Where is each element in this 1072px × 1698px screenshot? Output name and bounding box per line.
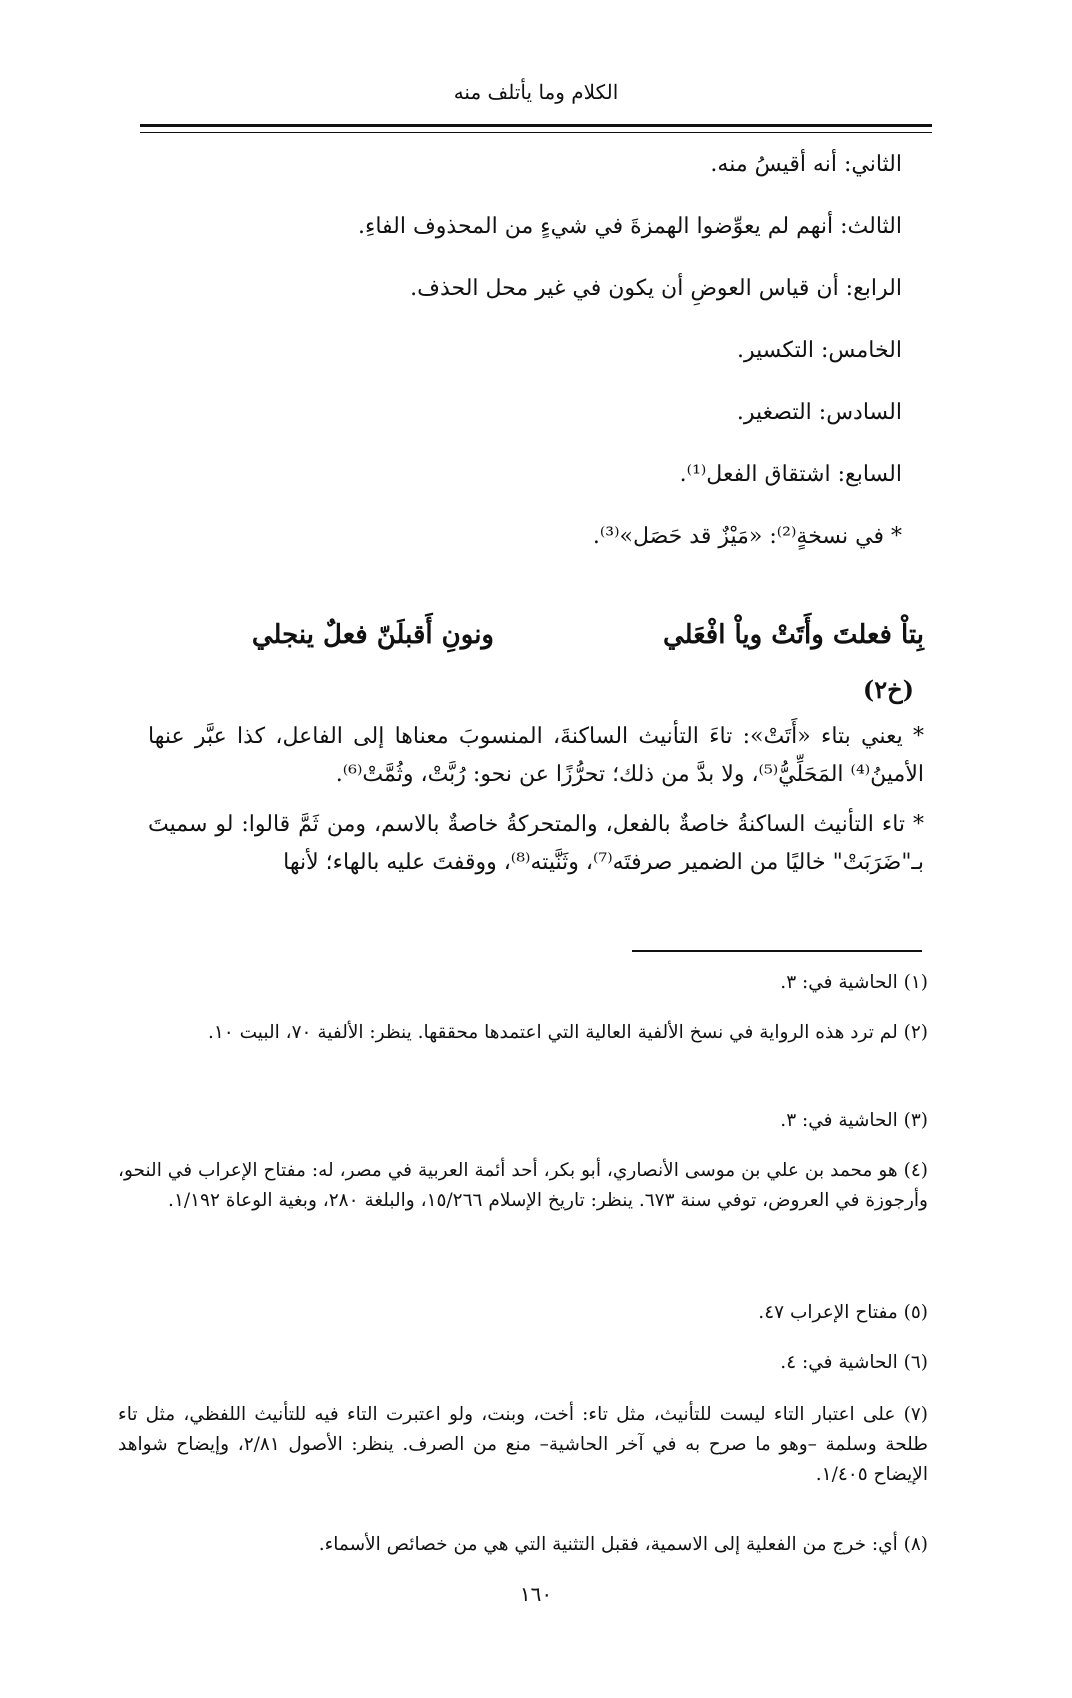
- footnote: (٤) هو محمد بن علي بن موسى الأنصاري، أبو بكر، أحد أئمة العربية في مصر، له: مفتاح الإعراب في النحو، وأرجوزة في العروض، توفي سنة ٦٧٣. ينظر: تاريخ الإسلام ١٥/٢٦٦، والبلغة ٢٨٠، وبغية الوعاة ١/١٩٢.: [118, 1160, 928, 1211]
- nuskha-line: * في نسخةٍ⁽²⁾: «مَيْزٌ قد حَصَل»⁽³⁾.: [592, 524, 902, 549]
- commentary-paragraph: * تاء التأنيث الساكنةُ خاصةٌ بالفعل، والمتحركةُ خاصةٌ بالاسم، ومن ثَمَّ قالوا: لو سميتَ بـ"ضَرَبَتْ" خاليًا من الضمير صرفتَه⁽⁷⁾، وثَنَّيته⁽⁸⁾، ووقفتَ عليه بالهاء؛ لأنها: [148, 812, 924, 875]
- list-item: الخامس: التكسير.: [737, 338, 902, 363]
- verse-reference: (خ٢): [862, 675, 914, 704]
- running-header: الكلام وما يأتلف منه: [453, 80, 619, 104]
- commentary-paragraph: * يعني بتاء «أَتَتْ»: تاءَ التأنيث الساكنةَ، المنسوبَ معناها إلى الفاعل، كذا عبَّر عنها الأمينُ⁽⁴⁾ المَحَلِّيُّ⁽⁵⁾، ولا بدَّ من ذلك؛ تحرُّزًا عن نحو: رُبَّتْ، وثُمَّتْ⁽⁶⁾.: [148, 724, 924, 787]
- verse-hemistich-1: بِتاْ فعلتَ وأَتَتْ وياْ افْعَلي: [662, 620, 924, 650]
- footnote: (٧) على اعتبار التاء ليست للتأنيث، مثل تاء: أخت، وبنت، ولو اعتبرت التاء فيه للتأنيث اللفظي، مثل تاء طلحة وسلمة –وهو ما صرح به في آخر الحاشية– منع من الصرف. ينظر: الأصول ٢/٨١، وإيضاح شواهد الإيضاح ١/٤٠٥.: [118, 1404, 928, 1485]
- verse: [148, 612, 924, 658]
- header-rule-thin: [140, 132, 932, 133]
- header-rule-thick: [140, 124, 932, 127]
- list-item: السابع: اشتقاق الفعل⁽¹⁾.: [679, 462, 902, 487]
- footnote-separator: [632, 950, 922, 952]
- verse-hemistich-2: ونونِ أَقبلَنّ فعلٌ ينجلي: [251, 620, 494, 650]
- footnote: (٨) أي: خرج من الفعلية إلى الاسمية، فقبل التثنية التي هي من خصائص الأسماء.: [318, 1534, 928, 1555]
- list-item: الرابع: أن قياس العوضِ أن يكون في غير محل الحذف.: [410, 276, 902, 301]
- footnote: (٥) مفتاح الإعراب ٤٧.: [758, 1302, 928, 1323]
- footnote: (١) الحاشية في: ٣.: [780, 972, 928, 993]
- footnote: (٢) لم ترد هذه الرواية في نسخ الألفية العالية التي اعتمدها محققها. ينظر: الألفية ٧٠، البيت ١٠.: [207, 1022, 928, 1043]
- footnote: (٣) الحاشية في: ٣.: [780, 1110, 928, 1131]
- list-item: الثاني: أنه أقيسُ منه.: [710, 152, 902, 177]
- list-item: السادس: التصغير.: [736, 400, 902, 425]
- footnote: (٦) الحاشية في: ٤.: [780, 1352, 928, 1373]
- list-item: الثالث: أنهم لم يعوِّضوا الهمزةَ في شيءٍ من المحذوف الفاءِ.: [358, 214, 902, 239]
- page-number: ١٦٠: [519, 1582, 553, 1606]
